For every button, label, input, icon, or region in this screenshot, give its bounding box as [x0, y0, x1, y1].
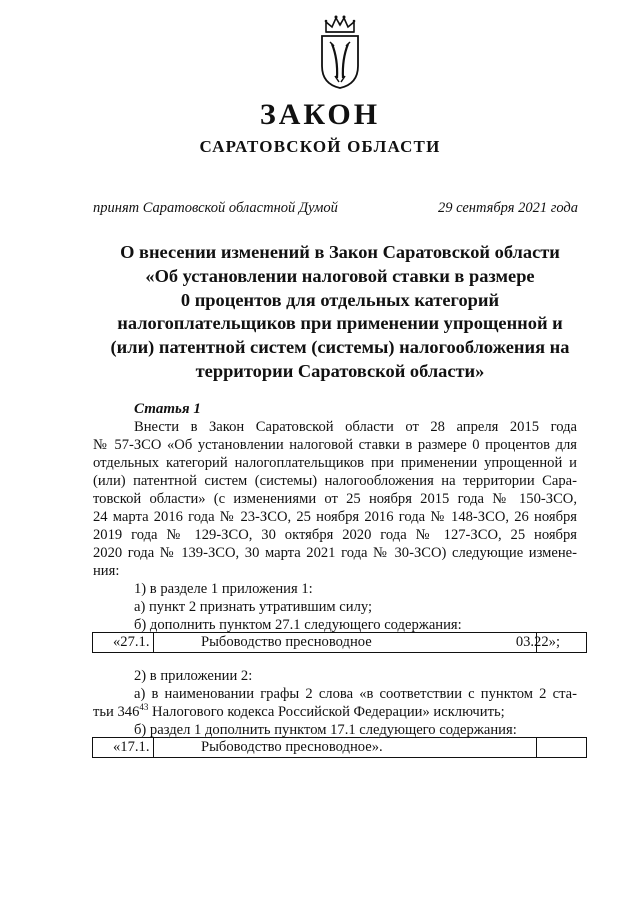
heading-line: 0 процентов для отдельных категорий	[180, 289, 500, 310]
law-heading	[60, 241, 620, 384]
paragraph-line: Внести в Закон Саратовской области от 28 апреля 2015 года	[134, 419, 577, 435]
list-item: 1) в разделе 1 приложения 1:	[134, 581, 313, 597]
paragraph-line: (или) патентной систем (системы) налогообложения на территории Сара-	[93, 473, 577, 489]
row-activity: Рыбоводство пресноводное	[201, 634, 372, 650]
heading-line: (или) патентной систем (системы) налогообложения на	[110, 337, 570, 358]
paragraph-line: отдельных категорий налогоплательщиков при применении упрощенной и	[93, 455, 577, 471]
document-title: ЗАКОН	[259, 98, 381, 131]
row-activity: Рыбоводство пресноводное».	[201, 739, 383, 755]
heading-line: О внесении изменений в Закон Саратовской области	[120, 242, 560, 262]
text-fragment: Налогового кодекса Российской Федерации» исключить;	[148, 704, 505, 720]
list-item: а) в наименовании графы 2 слова «в соответствии с пунктом 2 ста-	[134, 686, 577, 702]
adopted-date: 29 сентября 2021 года	[437, 200, 578, 216]
heading-line: «Об установлении налоговой ставки в размере	[145, 265, 535, 286]
row-code: 03.22»;	[515, 634, 560, 650]
paragraph-line: 2019 года № 129-ЗСО, 30 октября 2020 года № 127-ЗСО, 25 ноября	[93, 527, 577, 543]
text-fragment: тьи 346	[93, 704, 140, 720]
saratov-coat-of-arms-icon	[318, 14, 362, 90]
paragraph-line: 24 марта 2016 года № 23-ЗСО, 25 ноября 2016 года № 148-ЗСО, 26 ноября	[93, 509, 577, 525]
row-number: «17.1.	[113, 739, 150, 755]
adopted-by: принят Саратовской областной Думой	[93, 200, 338, 216]
paragraph-line: 2020 года № 139-ЗСО, 30 марта 2021 года № 30-ЗСО) следующие измене-	[93, 545, 577, 561]
paragraph-line: товской области» (с изменениями от 25 ноября 2015 года № 150-ЗСО,	[93, 491, 577, 507]
paragraph-line: ния:	[93, 563, 120, 579]
superscript: 43	[139, 702, 149, 713]
list-item: б) раздел 1 дополнить пунктом 17.1 следующего содержания:	[134, 722, 517, 738]
table-row	[92, 737, 587, 758]
heading-line: налогоплательщиков при применении упрощенной и	[117, 313, 563, 334]
list-item	[93, 703, 577, 721]
list-item: а) пункт 2 признать утратившим силу;	[134, 599, 373, 615]
list-item: 2) в приложении 2:	[134, 668, 253, 684]
row-number: «27.1.	[113, 634, 150, 650]
article-title: Статья 1	[134, 401, 201, 417]
document-subtitle: САРАТОВСКОЙ ОБЛАСТИ	[199, 137, 441, 156]
list-item: б) дополнить пунктом 27.1 следующего содержания:	[134, 617, 462, 633]
table-row	[92, 632, 587, 653]
heading-line: территории Саратовской области»	[195, 360, 485, 381]
paragraph-line: № 57-ЗСО «Об установлении налоговой ставки в размере 0 процентов для	[93, 437, 577, 453]
